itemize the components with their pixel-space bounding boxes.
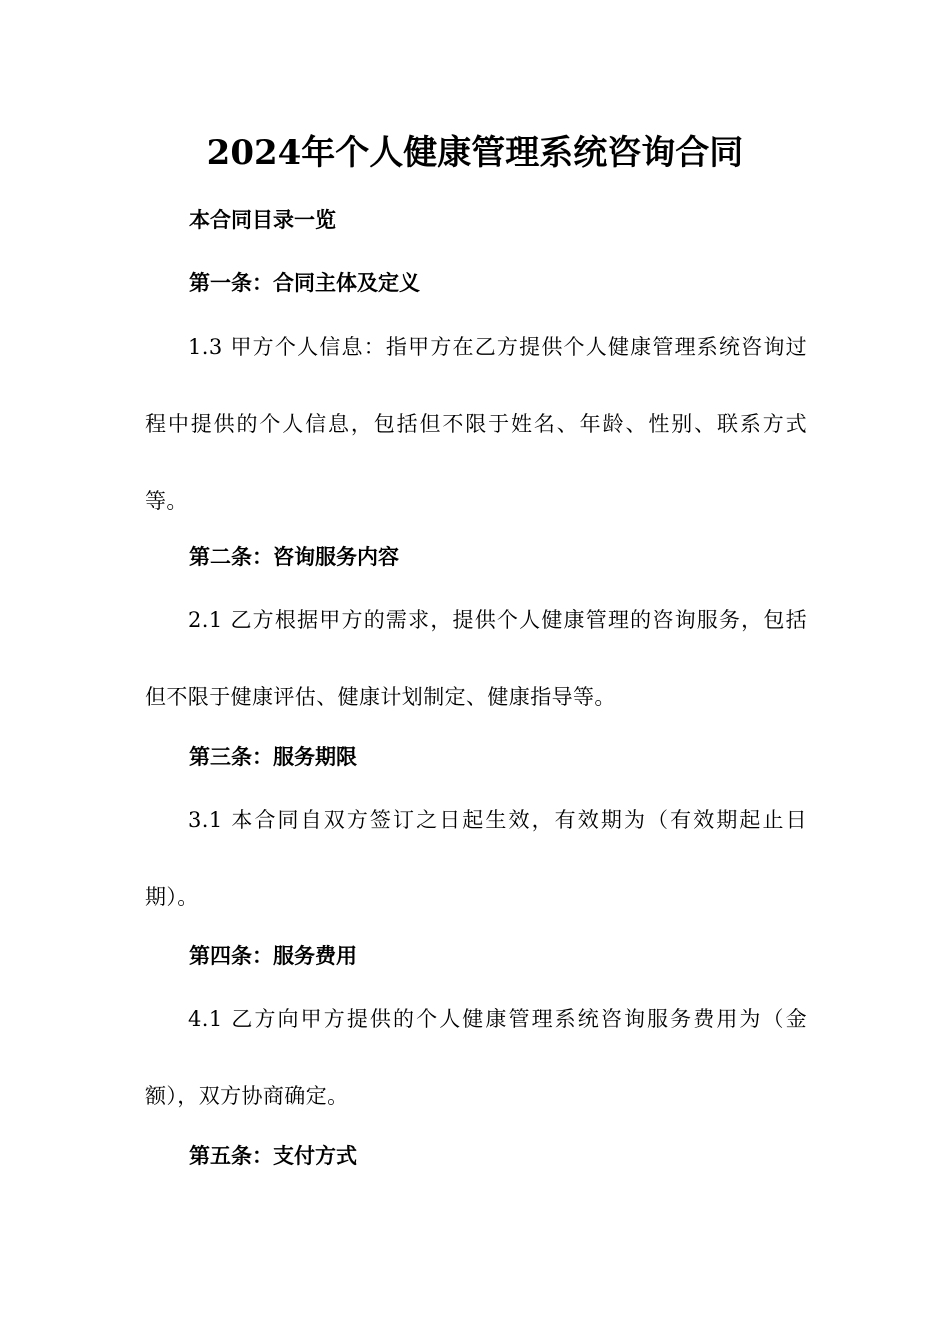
- section-heading-1: 第一条：合同主体及定义: [189, 270, 420, 295]
- section-heading-5: 第五条：支付方式: [189, 1143, 357, 1168]
- toc-heading: 本合同目录一览: [189, 207, 336, 232]
- section-paragraph-3: 3.1 本合同自双方签订之日起生效，有效期为（有效期起止日期）。: [145, 808, 807, 909]
- section-heading-2: 第二条：咨询服务内容: [189, 544, 399, 569]
- section-paragraph-4: 4.1 乙方向甲方提供的个人健康管理系统咨询服务费用为（金额），双方协商确定。: [145, 1007, 807, 1108]
- section-paragraph-1: 1.3 甲方个人信息：指甲方在乙方提供个人健康管理系统咨询过程中提供的个人信息，包括但不限于姓名、年龄、性别、联系方式等。: [145, 335, 807, 513]
- section-heading-4: 第四条：服务费用: [189, 943, 357, 968]
- document-title: 2024年个人健康管理系统咨询合同: [206, 133, 744, 173]
- section-paragraph-2: 2.1 乙方根据甲方的需求，提供个人健康管理的咨询服务，包括但不限于健康评估、健康计划制定、健康指导等。: [145, 608, 807, 709]
- section-heading-3: 第三条：服务期限: [189, 744, 357, 769]
